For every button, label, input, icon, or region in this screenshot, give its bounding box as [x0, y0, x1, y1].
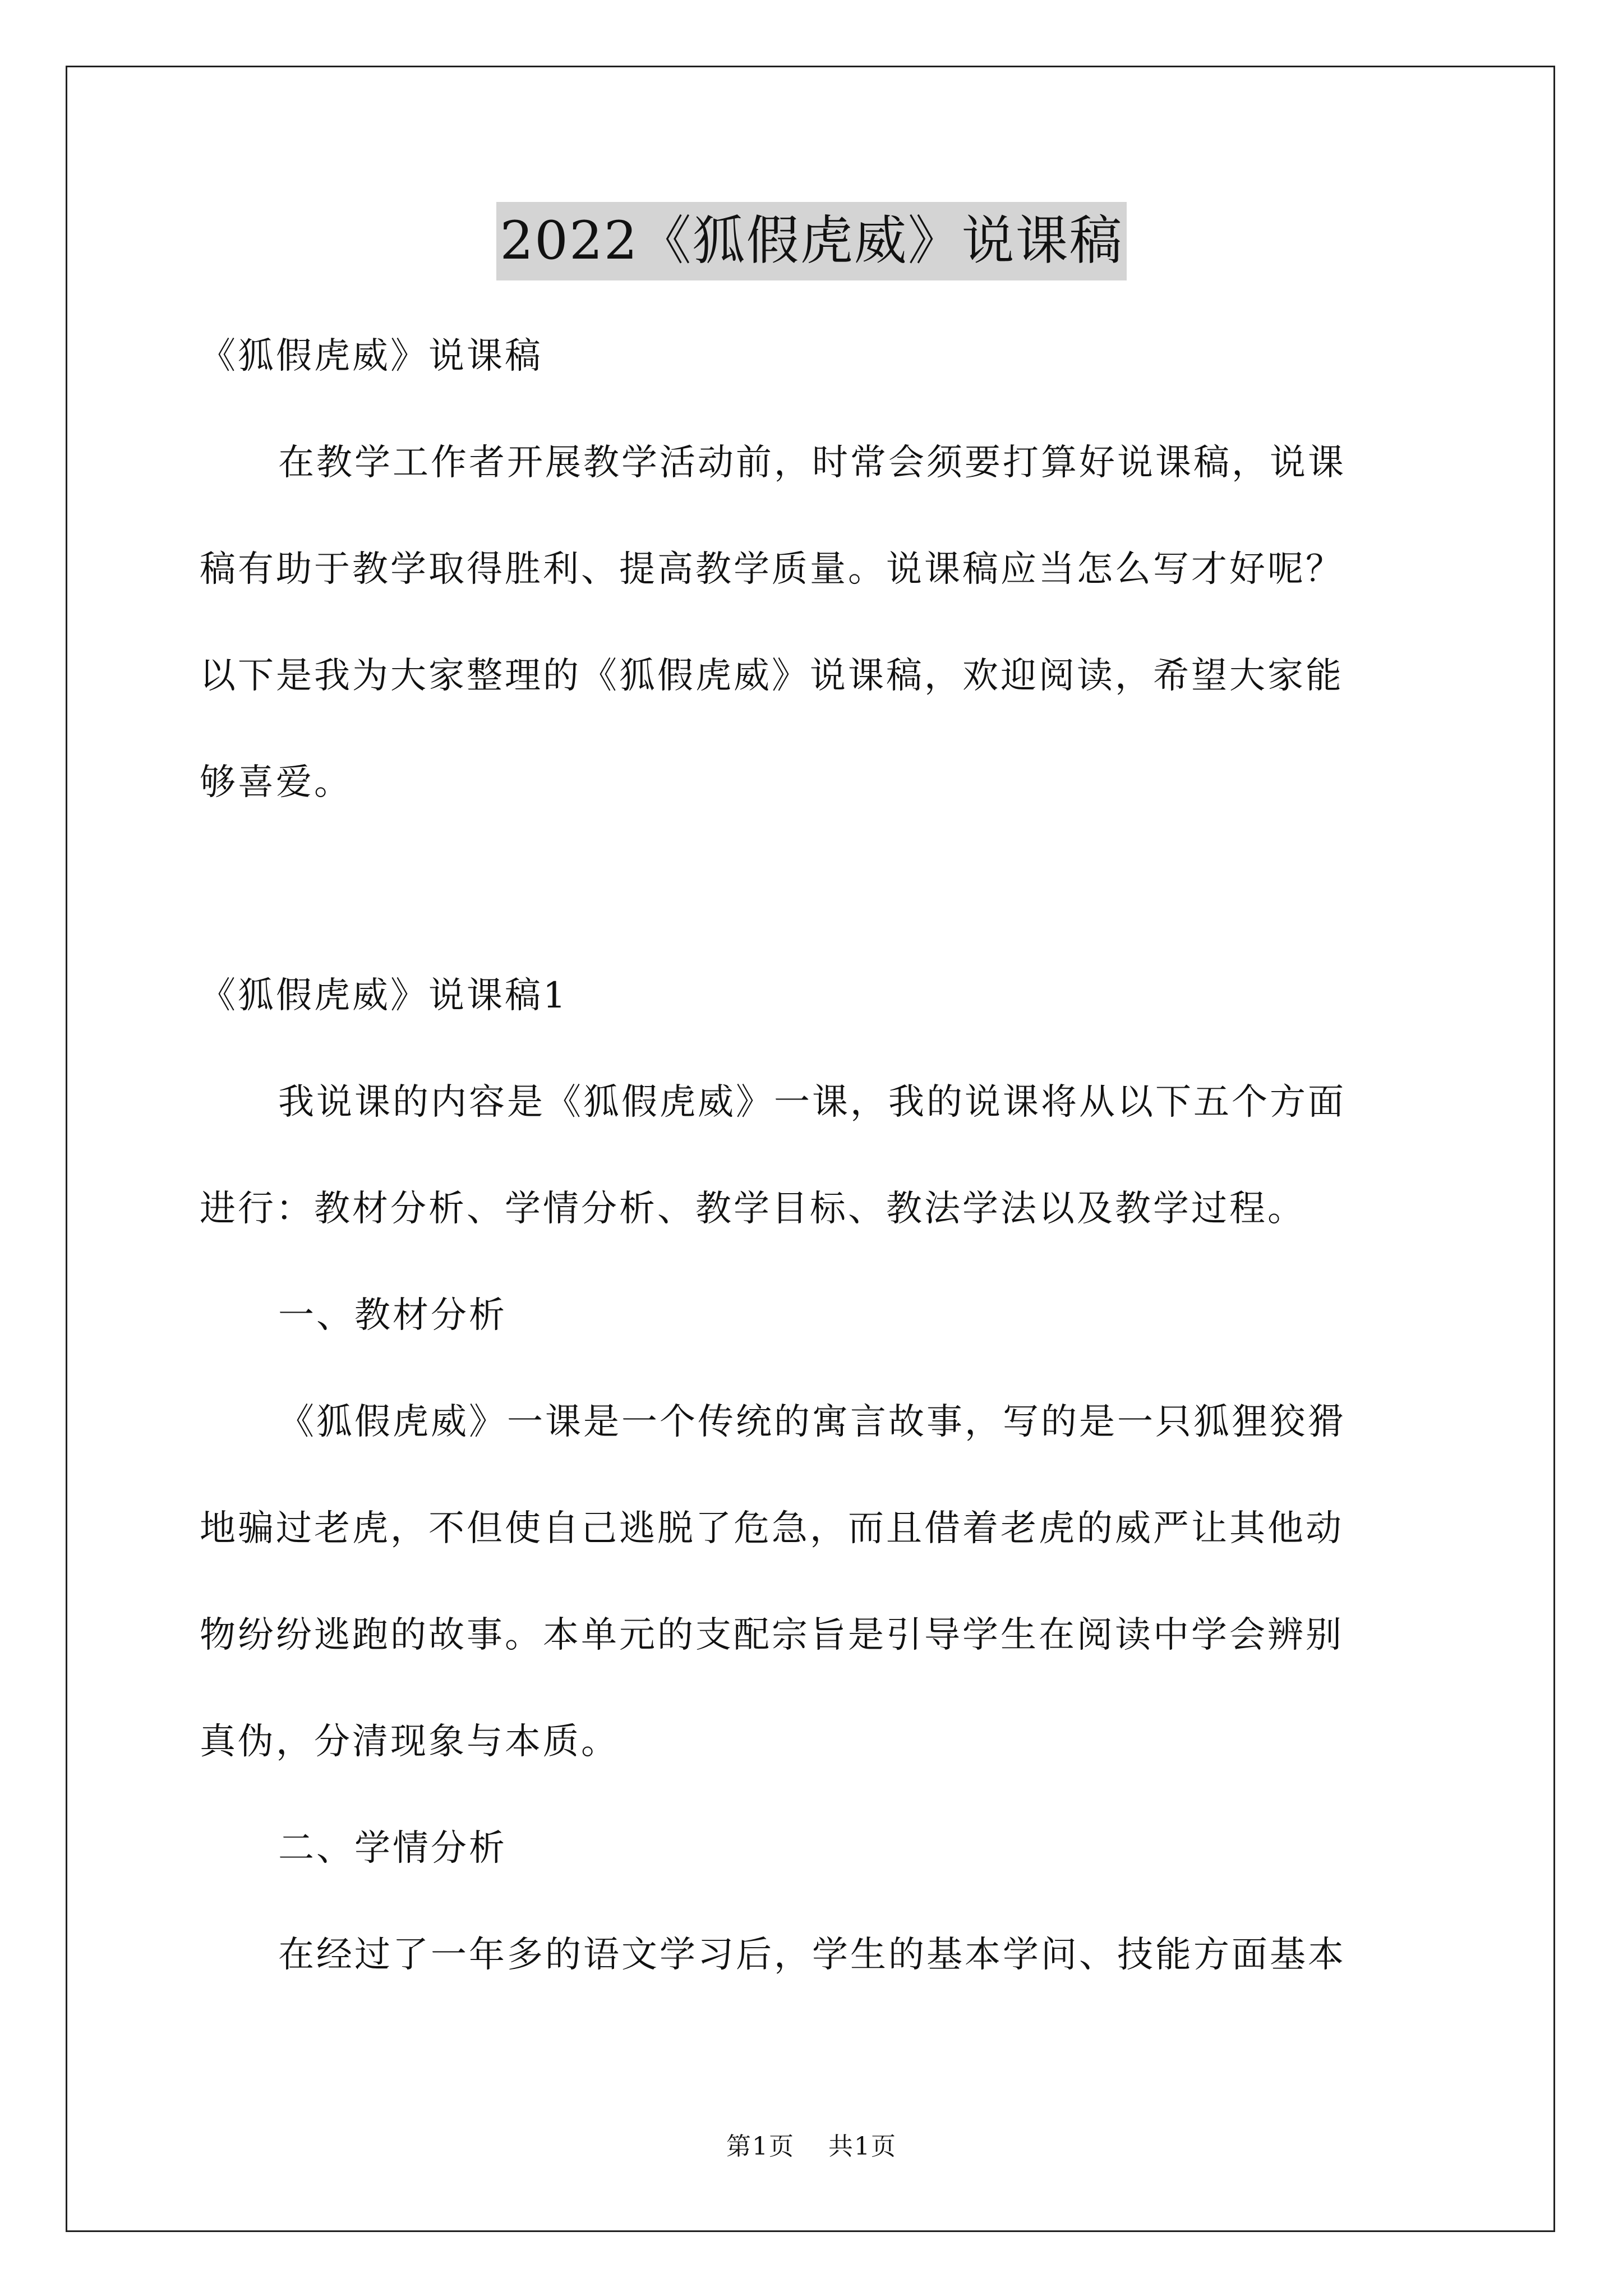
page-total: 共1页 [828, 2132, 897, 2161]
title-block [0, 202, 1623, 280]
section-heading: 《狐假虎威》说课稿1 [200, 975, 568, 1016]
document-title: 2022《狐假虎威》说课稿 [496, 202, 1126, 280]
paragraph-line: 地骗过老虎，不但使自己逃脱了危急，而且借着老虎的威严让其他动 [200, 1508, 1344, 1549]
paragraph-line: 我说课的内容是《狐假虎威》一课，我的说课将从以下五个方面 [278, 1082, 1346, 1123]
subsection-heading: 一、教材分析 [278, 1295, 507, 1336]
paragraph-line: 在经过了一年多的语文学习后，学生的基本学问、技能方面基本 [278, 1934, 1346, 1976]
paragraph-line: 《狐假虎威》一课是一个传统的寓言故事，写的是一只狐狸狡猾 [278, 1401, 1346, 1443]
section-heading: 《狐假虎威》说课稿 [200, 335, 543, 377]
paragraph-line: 够喜爱。 [200, 762, 352, 803]
paragraph-line: 稿有助于教学取得胜利、提高教学质量。说课稿应当怎么写才好呢？ [200, 549, 1344, 590]
document-body [200, 303, 1433, 2008]
page-footer [0, 2126, 1623, 2162]
page-number: 第1页 [726, 2132, 795, 2161]
paragraph-gap [200, 836, 1433, 942]
paragraph-line: 进行：教材分析、学情分析、教学目标、教法学法以及教学过程。 [200, 1188, 1306, 1230]
paragraph-line: 以下是我为大家整理的《狐假虎威》说课稿，欢迎阅读，希望大家能 [200, 655, 1344, 697]
paragraph-line: 在教学工作者开展教学活动前，时常会须要打算好说课稿，说课 [278, 442, 1346, 484]
subsection-heading: 二、学情分析 [278, 1828, 507, 1869]
paragraph-line: 物纷纷逃跑的故事。本单元的支配宗旨是引导学生在阅读中学会辨别 [200, 1614, 1344, 1656]
paragraph-line: 真伪，分清现象与本质。 [200, 1721, 619, 1763]
